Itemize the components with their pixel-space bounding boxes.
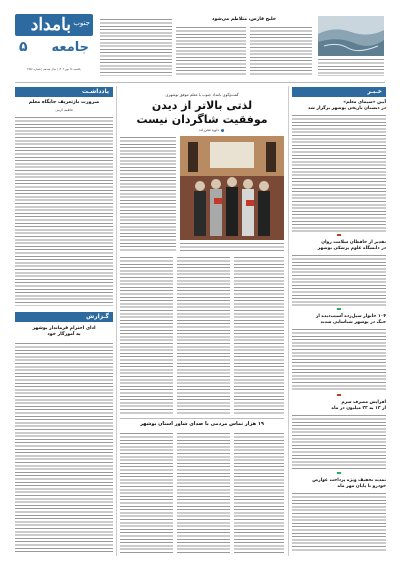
sidebar-item-5-body	[292, 492, 386, 552]
green-dot-icon-2	[337, 472, 341, 474]
pen-icon	[221, 129, 224, 132]
masthead-divider	[15, 82, 385, 83]
left-column-divider	[116, 86, 117, 556]
feature-headline-1: لذتی بالاتر از دیدن	[151, 99, 253, 112]
feature-col-2	[177, 256, 230, 414]
sidebar-item-2-line2: در دانشگاه علوم پزشکی بوشهر	[317, 246, 386, 251]
report-title	[15, 326, 113, 338]
bottom-col-1	[234, 432, 284, 554]
sidebar-item-3-line2: جنگ در بوشهر شناسایی شدند	[320, 320, 386, 325]
page-number: ۵	[19, 39, 28, 55]
sidebar-divider	[288, 86, 289, 556]
logo-suffix: جنوب	[73, 19, 90, 27]
bottom-col-3	[120, 432, 173, 554]
sidebar-item-1-line2: در دبستان تاریخی بوشهر برگزار شد	[308, 106, 386, 111]
feature-kicker: گفت‌وگوی بامداد جنوب با معلم موفق بوشهری	[165, 92, 239, 97]
green-dot-icon	[337, 308, 341, 310]
sidebar-item-2-title	[292, 240, 386, 252]
sidebar-label: خـبـر	[292, 87, 386, 97]
sidebar-item-3-body	[292, 328, 386, 392]
bottom-divider	[120, 418, 284, 419]
report-body	[15, 342, 113, 554]
sidebar-item-4-body	[292, 414, 386, 470]
sidebar-item-5-line2: خودرو تا پایان مهر ماه	[337, 484, 386, 489]
sidebar-item-3-line1: ۱۰۴ خانوار سیل‌زده آسیب‌دیده از	[315, 314, 386, 319]
feature-col-1	[234, 256, 284, 414]
sidebar-item-4-line1: افزایش مصرف سرم	[341, 400, 386, 405]
sidebar-item-4-title	[292, 400, 386, 412]
sidebar-item-2-line1: تقدیر از حافظان سلامت روان	[321, 240, 386, 245]
sidebar-item-1-body	[292, 114, 386, 232]
top-text-col-2	[176, 26, 246, 76]
report-label: گـزارش	[15, 312, 113, 322]
sidebar-item-3-title	[292, 314, 386, 326]
sidebar-item-1-title	[292, 100, 386, 112]
byline-name: داوود فخرزاده	[199, 128, 219, 132]
photo-caption	[180, 242, 284, 252]
note-body	[15, 116, 113, 306]
sidebar-item-2-body	[292, 254, 386, 306]
sidebar-item-1-line1: آیین «سیمای معلم»	[343, 100, 386, 105]
sidebar-item-4-line2: از ۱۳ به ۲۳ میلیون در ماه	[331, 406, 386, 411]
report-title-line2: به آموزگار خود	[47, 332, 81, 337]
top-story-photo	[318, 16, 384, 56]
top-photo-caption	[318, 58, 384, 76]
note-label: یادداشـت	[15, 87, 113, 97]
sidebar-item-5-title	[292, 478, 386, 490]
bottom-col-2	[177, 432, 230, 554]
feature-photo	[180, 136, 284, 240]
logo-text: بامداد	[30, 15, 71, 35]
note-author: فاطمه کرمی	[55, 108, 73, 112]
masthead	[15, 14, 93, 78]
sidebar-item-5-line1: تمدید تخفیف ویژه پرداخت عوارض	[312, 478, 386, 483]
bottom-story-title: ۱۹ هزار تماس مردمی با صدای شاور استان بوشهر	[140, 421, 264, 427]
feature-col-3	[120, 256, 173, 414]
red-dot-icon	[337, 234, 341, 236]
section-title: جامعه	[51, 40, 89, 55]
feature-headline-2: موفقیت شاگردان نیست	[136, 113, 268, 126]
red-dot-icon-2	[337, 394, 341, 396]
report-title-line1: ادای احترام فرماندار بوشهر	[32, 326, 96, 331]
top-text-col-3	[250, 26, 312, 76]
top-text-col-1	[100, 18, 172, 76]
top-story-title: خلیج فارس، متلاطم می‌شود	[211, 17, 276, 22]
note-title: ضرورت بازتعریف جایگاه معلم	[28, 100, 100, 105]
byline	[180, 128, 224, 134]
feature-col-left-top	[120, 136, 176, 252]
date-strip: یکشنبه ۲۸ مهر ۱۴۰۳ | سال هفدهم | شماره ۳۷۵۶	[27, 68, 81, 71]
